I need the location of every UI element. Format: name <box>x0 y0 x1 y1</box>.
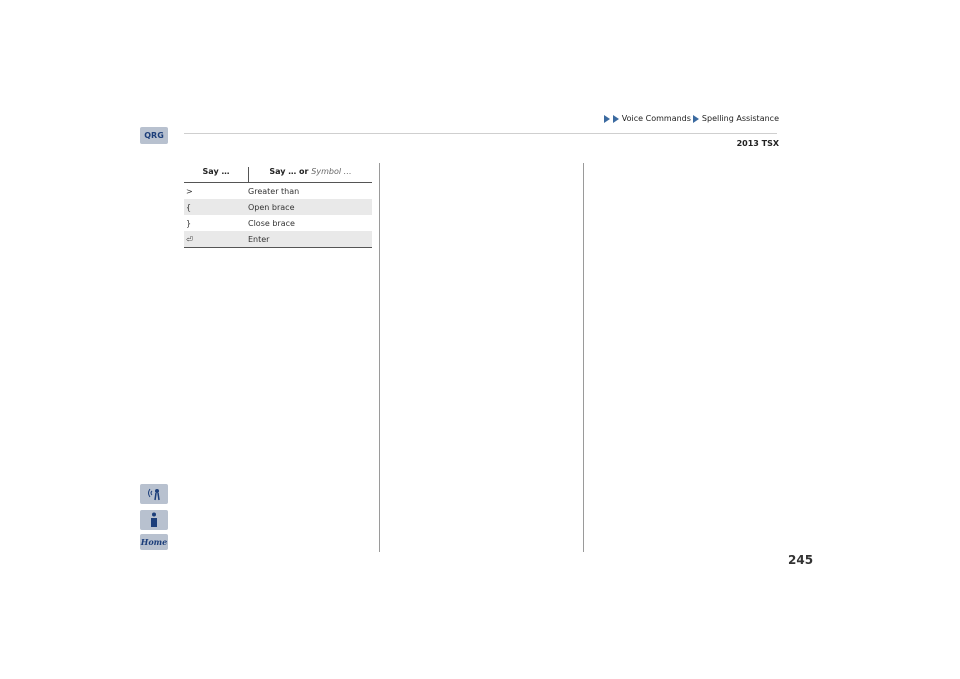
voice-command-icon <box>146 487 162 501</box>
breadcrumb-item-voice-commands[interactable]: Voice Commands <box>621 114 691 123</box>
table-row <box>184 199 372 215</box>
model-label: 2013 TSX <box>736 139 779 148</box>
table-row <box>184 183 372 199</box>
arrow-icon <box>693 115 699 123</box>
column-divider <box>583 163 584 552</box>
cell-say: ⏎ <box>186 234 193 244</box>
arrow-icon <box>604 115 610 123</box>
cell-name: Greater than <box>248 186 300 196</box>
table-row <box>184 231 372 248</box>
qrg-tab[interactable]: QRG <box>140 127 168 144</box>
spelling-table <box>184 167 372 248</box>
home-tab[interactable]: Home <box>140 534 168 550</box>
table-header <box>184 167 372 183</box>
cell-name: Close brace <box>248 218 295 228</box>
cell-name: Enter <box>248 234 270 244</box>
info-tab[interactable] <box>140 510 168 530</box>
table-row <box>184 215 372 231</box>
arrow-icon <box>613 115 619 123</box>
header-divider <box>184 133 777 134</box>
header-say-or: Say … or <box>269 167 309 176</box>
cell-say: { <box>186 202 192 212</box>
cell-say: > <box>186 186 193 196</box>
header-say-or-symbol <box>249 167 372 176</box>
column-divider <box>379 163 380 552</box>
voice-command-tab[interactable] <box>140 484 168 504</box>
breadcrumb-item-spelling-assistance[interactable]: Spelling Assistance <box>701 114 779 123</box>
page-number: 245 <box>788 553 814 567</box>
info-icon <box>149 512 159 528</box>
header-symbol: Symbol … <box>311 167 352 176</box>
breadcrumb <box>604 114 779 123</box>
header-say: Say … <box>202 167 230 176</box>
cell-say: } <box>186 218 192 228</box>
cell-name: Open brace <box>248 202 295 212</box>
